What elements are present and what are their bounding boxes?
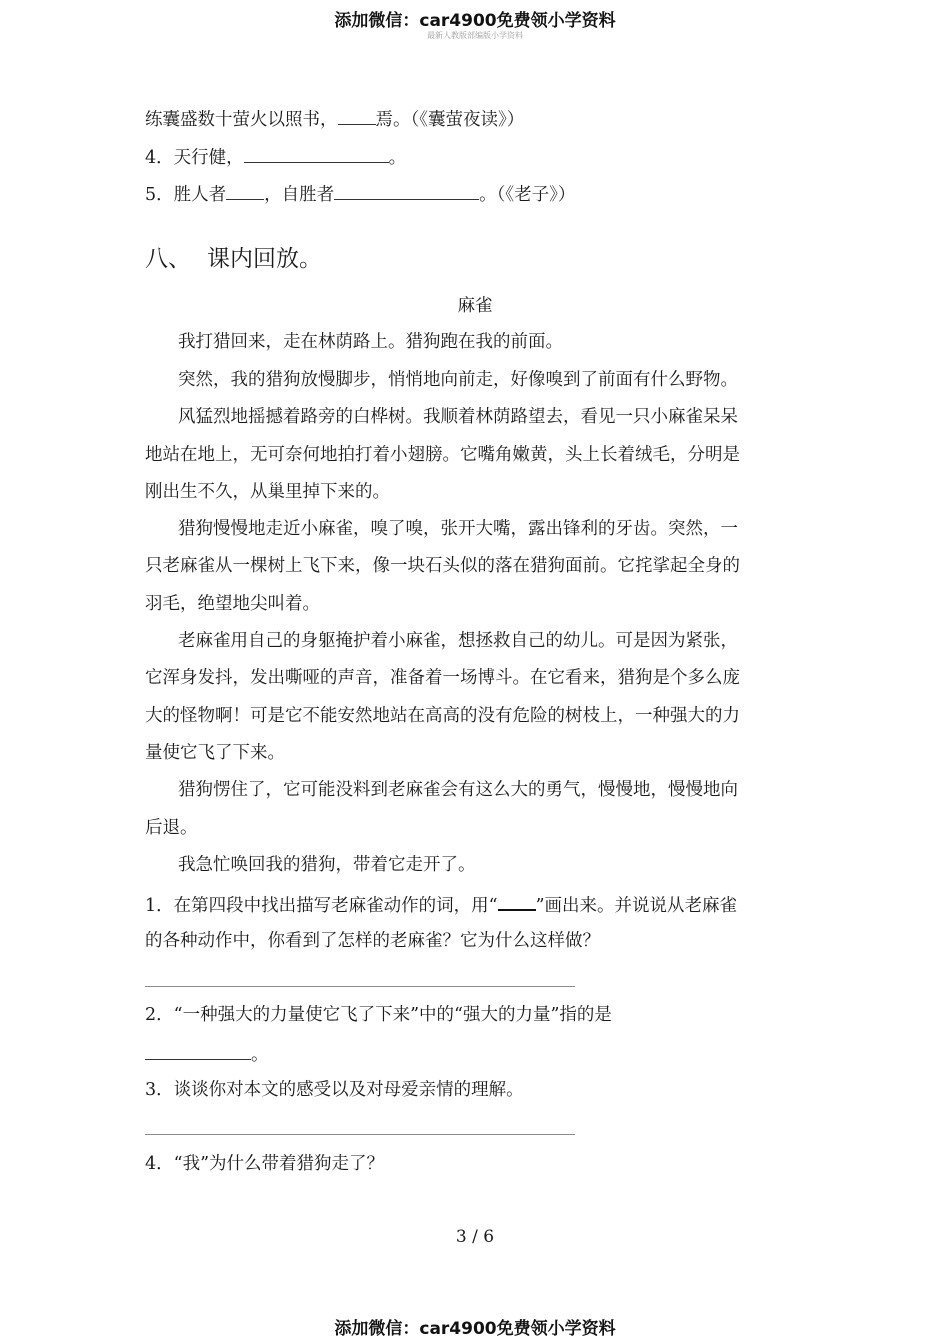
- q3-post: 焉。（《囊萤夜读》）: [375, 110, 525, 130]
- passage-line: 老麻雀用自己的身躯掩护着小麻雀，想拯救自己的幼儿。可是因为紧张，: [178, 631, 738, 651]
- q2-post: 。: [251, 1045, 269, 1065]
- q4-blank: [244, 144, 389, 163]
- question-2-line-b: [145, 1041, 269, 1067]
- section-title: 课内回放。: [207, 246, 322, 272]
- answer-line: [145, 1134, 575, 1135]
- passage-line: 后退。: [145, 818, 198, 838]
- answer-line: [145, 986, 575, 987]
- passage-line: 大的怪物啊！可是它不能安然地站在高高的没有危险的树枝上，一种强大的力: [145, 706, 740, 726]
- passage-line: 只老麻雀从一棵树上飞下来，像一块石头似的落在猎狗面前。它挓挲起全身的: [145, 556, 740, 576]
- passage-line: 它浑身发抖，发出嘶哑的声音，准备着一场博斗。在它看来，猎狗是个多么庞: [145, 668, 740, 688]
- q5-blank-2: [334, 181, 479, 200]
- q1-underline-sample: [498, 891, 536, 911]
- question-4: 4．“我”为什么带着猎狗走了？: [145, 1154, 385, 1174]
- passage-title: 麻雀: [457, 296, 493, 316]
- faint-header: 最新人教版部编版小学资料: [427, 31, 523, 40]
- q2-blank: [145, 1041, 251, 1060]
- passage-line: 猎狗愣住了，它可能没料到老麻雀会有这么大的勇气，慢慢地，慢慢地向: [178, 780, 738, 800]
- q1-post: ”画出来。并说说从老麻雀: [535, 896, 738, 916]
- passage-line: 我打猎回来，走在林荫路上。猎狗跑在我的前面。: [178, 332, 563, 352]
- question-2-line-a: 2．“一种强大的力量使它飞了下来”中的“强大的力量”指的是: [145, 1005, 612, 1025]
- q4-pre: 4．天行健，: [145, 148, 244, 168]
- q3-continued: [145, 106, 524, 132]
- question-1-line-a: [145, 891, 737, 918]
- q5-blank-1: [226, 181, 264, 200]
- question-1-line-b: 的各种动作中，你看到了怎样的老麻雀？它为什么这样做？: [145, 931, 600, 951]
- passage-line: 地站在地上，无可奈何地拍打着小翅膀。它嘴角嫩黄，头上长着绒毛，分明是: [145, 445, 740, 465]
- q5-line: [145, 181, 575, 207]
- bottom-banner: 添加微信：car4900免费领小学资料: [334, 1319, 616, 1339]
- passage-line: 羽毛，绝望地尖叫着。: [145, 594, 320, 614]
- q5-mid: ，自胜者: [264, 185, 335, 205]
- page-number: 3 / 6: [455, 1227, 495, 1247]
- passage-line: 突然，我的猎狗放慢脚步，悄悄地向前走，好像嗅到了前面有什么野物。: [178, 370, 738, 390]
- passage-line: 刚出生不久，从巢里掉下来的。: [145, 482, 390, 502]
- q5-post: 。（《老子》）: [479, 185, 576, 205]
- passage-line: 量使它飞了下来。: [145, 743, 285, 763]
- q1-pre: 1．在第四段中找出描写老麻雀动作的词，用“: [145, 896, 498, 916]
- section-heading: [145, 240, 322, 273]
- q5-pre: 5．胜人者: [145, 185, 227, 205]
- passage-line: 我急忙唤回我的猎狗，带着它走开了。: [178, 855, 476, 875]
- passage-line: 风猛烈地摇撼着路旁的白桦树。我顺着林荫路望去，看见一只小麻雀呆呆: [178, 407, 738, 427]
- q3-blank: [338, 106, 376, 125]
- q4-line: [145, 144, 406, 170]
- section-number: 八、: [145, 246, 191, 272]
- question-3: 3．谈谈你对本文的感受以及对母爱亲情的理解。: [145, 1080, 524, 1100]
- top-banner: 添加微信：car4900免费领小学资料: [334, 11, 616, 31]
- passage-line: 猎狗慢慢地走近小麻雀，嗅了嗅，张开大嘴，露出锋利的牙齿。突然，一: [178, 519, 738, 539]
- q3-pre: 练囊盛数十萤火以照书，: [145, 110, 338, 130]
- q4-post: 。: [388, 148, 407, 168]
